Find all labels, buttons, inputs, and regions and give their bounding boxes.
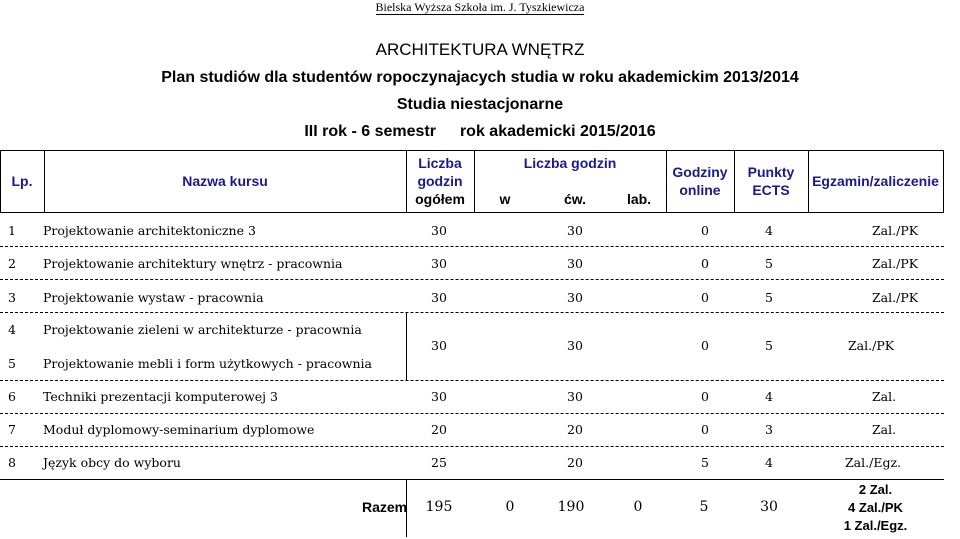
- row-exercise-hours: 30: [567, 389, 583, 404]
- row-lp: 4: [8, 322, 16, 337]
- summary-exercise-hours: 190: [557, 499, 585, 515]
- row-online-hours: 5: [701, 455, 709, 470]
- table-top-border: [0, 150, 944, 151]
- row-exam-type: Zal.: [872, 422, 897, 437]
- academic-year: rok akademicki 2015/2016: [459, 123, 656, 140]
- row-lp: 7: [8, 422, 16, 437]
- row-exercise-hours: 20: [567, 455, 583, 470]
- header-total-line3: ogółem: [415, 191, 465, 207]
- summary-exam-count-1: 2 Zal.: [858, 482, 893, 497]
- row-exam-type: Zal./PK: [872, 256, 919, 271]
- row-total-hours: 30: [431, 256, 447, 271]
- row-ects: 3: [765, 422, 773, 437]
- row-lp: 5: [8, 356, 16, 371]
- row-total-hours: 30: [431, 389, 447, 404]
- row-total-hours: 20: [431, 422, 447, 437]
- row-total-hours: 25: [431, 455, 447, 470]
- header-ects-line2: ECTS: [752, 182, 790, 198]
- row-exercise-hours: 30: [567, 290, 583, 305]
- row-divider: [0, 279, 944, 280]
- header-online-line2: online: [679, 182, 721, 198]
- row-course-name: Projektowanie architektury wnętrz - pracownia: [43, 256, 343, 271]
- header-hours-group: Liczba godzin: [523, 155, 617, 171]
- merged-cell-divider: [406, 312, 407, 380]
- summary-lab-hours: 0: [633, 499, 643, 515]
- row-divider: [0, 246, 944, 247]
- plan-title: Plan studiów dla studentów ropoczynajacych studia w roku akademickim 2013/2014: [161, 69, 799, 86]
- summary-exam-count-2: 4 Zal./PK: [848, 500, 903, 515]
- header-course-name: Nazwa kursu: [182, 173, 268, 189]
- semester-line: [0, 122, 960, 142]
- row-divider: [0, 312, 944, 313]
- row-online-hours: 0: [701, 290, 709, 305]
- row-lp: 2: [8, 256, 16, 271]
- row-ects: 5: [765, 256, 773, 271]
- row-total-hours: 30: [431, 290, 447, 305]
- row-exercise-hours: 30: [567, 338, 583, 353]
- row-course-name: Projektowanie zieleni w architekturze - pracownia: [43, 322, 362, 337]
- row-online-hours: 0: [701, 422, 709, 437]
- row-online-hours: 0: [701, 338, 709, 353]
- row-exam-type: Zal./PK: [872, 290, 919, 305]
- institution-header: [0, 0, 960, 14]
- study-mode: Studia niestacjonarne: [396, 96, 564, 113]
- row-course-name: Techniki prezentacji komputerowej 3: [43, 389, 278, 404]
- row-ects: 5: [765, 338, 773, 353]
- row-lp: 6: [8, 389, 16, 404]
- header-ects-line1: Punkty: [747, 164, 795, 180]
- row-divider: [0, 413, 944, 414]
- row-divider: [0, 380, 944, 381]
- row-course-name: Moduł dyplomowy-seminarium dyplomowe: [43, 422, 315, 437]
- col-divider: [943, 150, 944, 212]
- row-exam-type: Zal./Egz.: [845, 455, 902, 470]
- header-total-line2: godzin: [417, 173, 463, 189]
- row-divider: [0, 446, 944, 447]
- row-exam-type: Zal./PK: [848, 338, 895, 353]
- header-lecture: w: [499, 191, 511, 207]
- row-course-name: Projektowanie mebli i form użytkowych - pracownia: [43, 356, 372, 371]
- row-online-hours: 0: [701, 256, 709, 271]
- row-exercise-hours: 30: [567, 256, 583, 271]
- row-total-hours: 30: [431, 338, 447, 353]
- semester-label: III rok - 6 semestr: [304, 123, 436, 140]
- institution-name: Bielska Wyższa Szkoła im. J. Tyszkiewicza: [375, 0, 585, 14]
- row-total-hours: 30: [431, 223, 447, 238]
- header-online-line1: Godziny: [672, 164, 728, 180]
- row-exam-type: Zal.: [872, 389, 897, 404]
- summary-label: Razem: [362, 499, 408, 515]
- header-exercises: ćw.: [563, 191, 587, 207]
- row-exercise-hours: 30: [567, 223, 583, 238]
- summary-top-border: [0, 479, 944, 480]
- row-lp: 8: [8, 455, 16, 470]
- summary-online-hours: 5: [699, 499, 709, 515]
- header-total-line1: Liczba: [418, 155, 462, 171]
- program-title: ARCHITEKTURA WNĘTRZ: [375, 40, 585, 59]
- row-lp: 1: [8, 223, 16, 238]
- row-course-name: Projektowanie architektoniczne 3: [43, 223, 256, 238]
- header-lp: Lp.: [11, 173, 33, 189]
- row-exercise-hours: 20: [567, 422, 583, 437]
- row-lp: 3: [8, 290, 16, 305]
- header-exam: Egzamin/zaliczenie: [812, 173, 939, 189]
- row-online-hours: 0: [701, 223, 709, 238]
- summary-total-hours: 195: [425, 499, 453, 515]
- summary-exam-count-3: 1 Zal./Egz.: [843, 518, 908, 533]
- summary-ects: 30: [760, 499, 778, 515]
- summary-lecture-hours: 0: [505, 499, 515, 515]
- row-course-name: Język obcy do wyboru: [43, 455, 181, 470]
- row-ects: 4: [765, 223, 773, 238]
- row-online-hours: 0: [701, 389, 709, 404]
- row-ects: 5: [765, 290, 773, 305]
- row-course-name: Projektowanie wystaw - pracownia: [43, 290, 264, 305]
- row-ects: 4: [765, 389, 773, 404]
- row-exam-type: Zal./PK: [872, 223, 919, 238]
- header-bottom-border: [0, 212, 944, 213]
- row-ects: 4: [765, 455, 773, 470]
- header-lab: lab.: [626, 191, 652, 207]
